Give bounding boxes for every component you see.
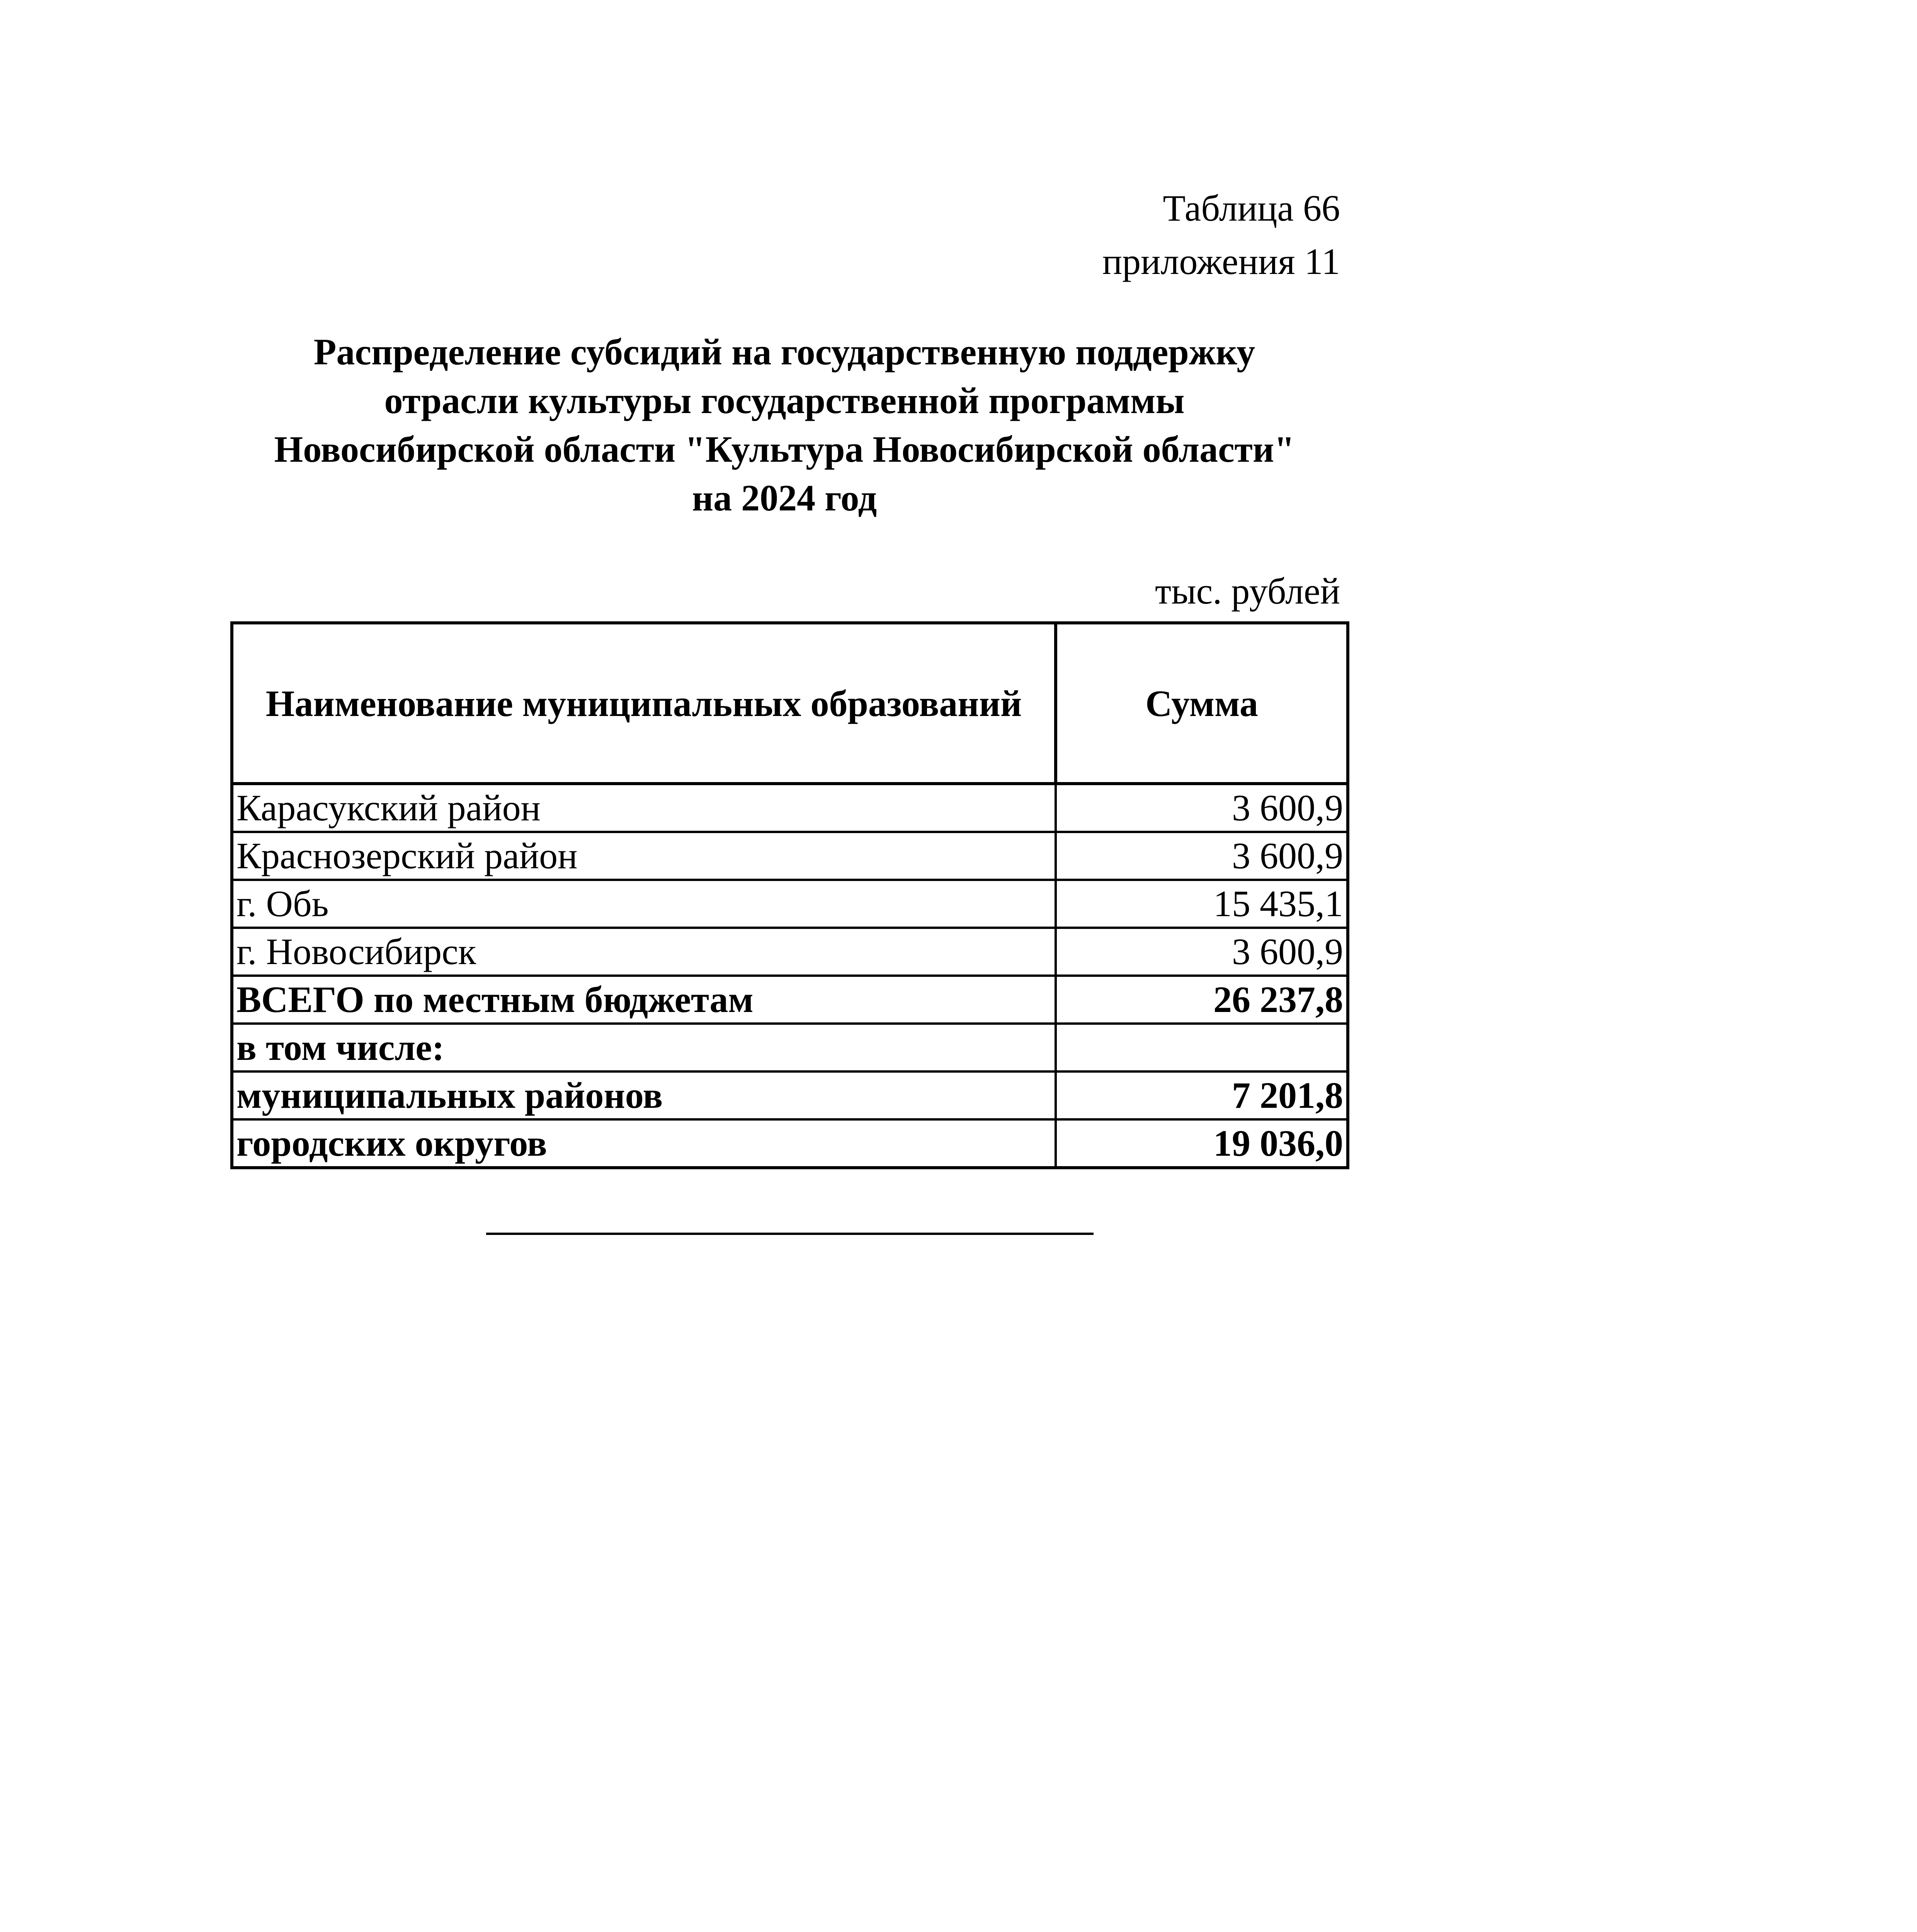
table-header-row xyxy=(232,623,1348,784)
subtotal-row xyxy=(232,1071,1348,1119)
document-title xyxy=(228,328,1341,522)
subtotal-label: муниципальных районов xyxy=(232,1071,1056,1119)
subsidy-amount: 3 600,9 xyxy=(1056,784,1348,832)
subsidy-amount: 3 600,9 xyxy=(1056,832,1348,880)
units-label: тыс. рублей xyxy=(1155,570,1340,612)
appendix-number: приложения 11 xyxy=(1102,241,1340,282)
municipality-name: г. Обь xyxy=(232,880,1056,928)
document-reference xyxy=(1102,182,1340,288)
column-header-sum: Сумма xyxy=(1056,623,1348,784)
title-line-2: отрасли культуры государственной программы xyxy=(384,380,1185,421)
table-row xyxy=(232,880,1348,928)
breakdown-amount xyxy=(1056,1024,1348,1071)
table-row xyxy=(232,784,1348,832)
title-line-3: Новосибирской области "Культура Новосибирской области" xyxy=(274,429,1295,470)
total-row xyxy=(232,976,1348,1024)
total-label: ВСЕГО по местным бюджетам xyxy=(232,976,1056,1024)
total-amount: 26 237,8 xyxy=(1056,976,1348,1024)
distribution-table xyxy=(230,621,1349,1169)
table-number: Таблица 66 xyxy=(1163,187,1340,229)
municipality-name: Краснозерский район xyxy=(232,832,1056,880)
title-line-1: Распределение субсидий на государственную поддержку xyxy=(313,331,1255,372)
title-line-4: на 2024 год xyxy=(692,477,877,519)
table-row xyxy=(232,832,1348,880)
breakdown-label: в том числе: xyxy=(232,1024,1056,1071)
column-header-name: Наименование муниципальных образований xyxy=(232,623,1056,784)
municipality-name: Карасукский район xyxy=(232,784,1056,832)
subsidy-amount: 15 435,1 xyxy=(1056,880,1348,928)
subtotal-row xyxy=(232,1119,1348,1168)
subsidy-amount: 3 600,9 xyxy=(1056,928,1348,976)
subtotal-amount: 7 201,8 xyxy=(1056,1071,1348,1119)
table-row xyxy=(232,928,1348,976)
breakdown-heading-row xyxy=(232,1024,1348,1071)
municipality-name: г. Новосибирск xyxy=(232,928,1056,976)
end-of-table-rule xyxy=(486,1233,1094,1235)
subtotal-label: городских округов xyxy=(232,1119,1056,1168)
subtotal-amount: 19 036,0 xyxy=(1056,1119,1348,1168)
